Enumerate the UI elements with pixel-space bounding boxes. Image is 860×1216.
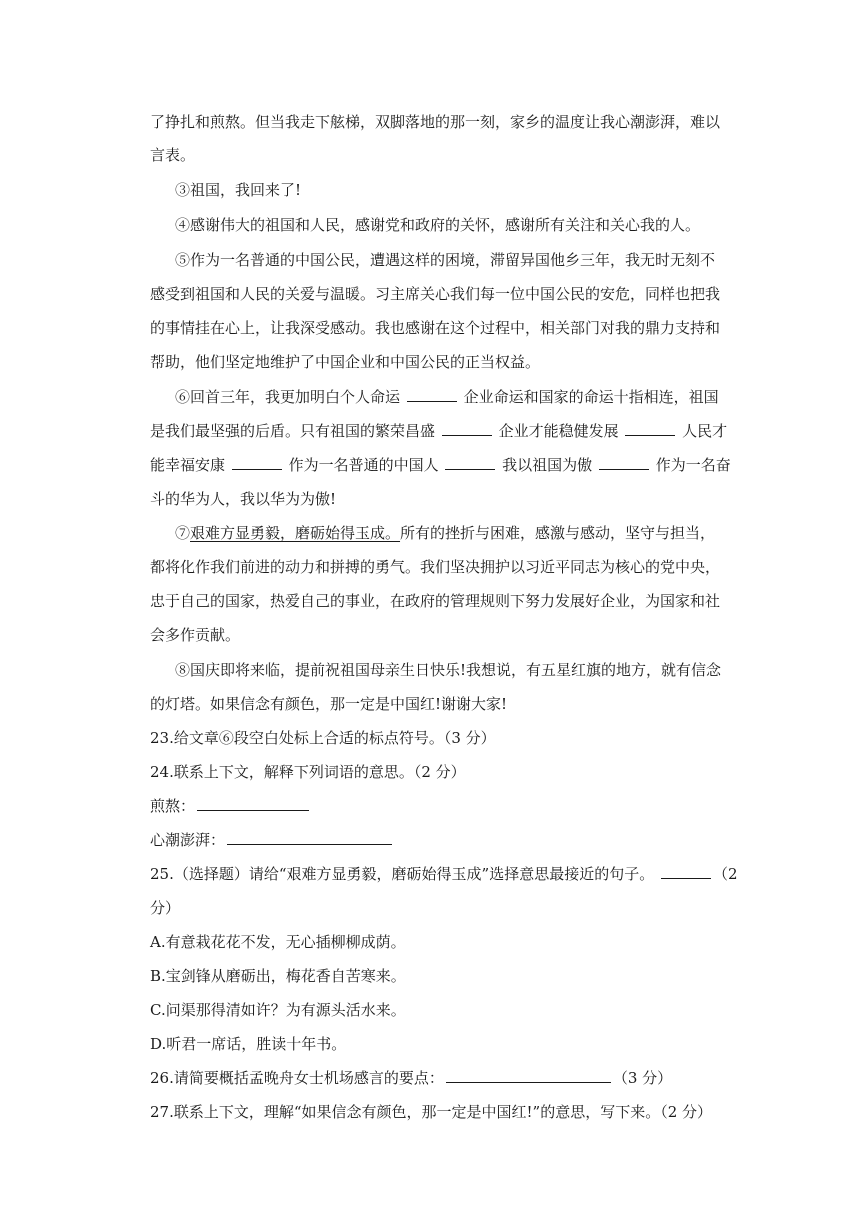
answer-blank-xinchao[interactable] xyxy=(227,830,392,845)
p7-line-2: 都将化作我们前进的动力和拼搏的勇气。我们坚决拥护以习近平同志为核心的党中央， xyxy=(150,558,721,576)
p7-line-3: 忠于自己的国家，热爱自己的事业，在政府的管理规则下努力发展好企业，为国家和社 xyxy=(150,592,721,610)
p6-text: 人民才 xyxy=(682,422,728,440)
paragraph-3: ③祖国，我回来了! xyxy=(175,181,302,199)
punctuation-blank-5[interactable] xyxy=(445,455,495,470)
question-24: 24.联系上下文，解释下列词语的意思。（2 分） xyxy=(150,763,466,781)
term-label: 煎熬： xyxy=(150,797,196,815)
punctuation-blank-3[interactable] xyxy=(625,421,675,436)
p5-line-2: 感受到祖国和人民的关爱与温暖。习主席关心我们每一位中国公民的安危，同样也把我 xyxy=(150,285,721,303)
p8-line-1: ⑧国庆即将来临，提前祝祖国母亲生日快乐!我想说，有五星红旗的地方，就有信念 xyxy=(175,661,722,679)
p5-line-3: 的事情挂在心上，让我深受感动。我也感谢在这个过程中，相关部门对我的鼎力支持和 xyxy=(150,319,721,337)
p6-text: 作为一名普通的中国人 xyxy=(288,456,439,474)
p6-text: 是我们最坚强的后盾。只有祖国的繁荣昌盛 xyxy=(150,422,436,440)
p6-text: 企业才能稳健发展 xyxy=(498,422,619,440)
question-25-score: （2 xyxy=(712,865,738,883)
option-b: B.宝剑锋从磨砺出，梅花香自苦寒来。 xyxy=(150,967,406,985)
question-25 xyxy=(150,864,738,884)
p6-text: 能幸福安康 xyxy=(150,456,226,474)
underlined-quote: 艰难方显勇毅，磨砺始得玉成。 xyxy=(190,524,401,542)
p6-text: 我以祖国为傲 xyxy=(502,456,593,474)
question-25-text: 25.（选择题）请给“艰难方显勇毅，磨砺始得玉成”选择意思最接近的句子。 xyxy=(150,865,655,883)
option-a: A.有意栽花花不发，无心插柳柳成荫。 xyxy=(150,933,406,951)
p8-line-2: 的灯塔。如果信念有颜色，那一定是中国红!谢谢大家! xyxy=(150,695,508,713)
question-26 xyxy=(150,1068,735,1088)
question-25-score-cont: 分） xyxy=(150,899,181,917)
question-26-text: 26.请简要概括孟晚舟女士机场感言的要点： xyxy=(150,1069,444,1087)
p6-line-3 xyxy=(150,455,735,475)
p6-text: ⑥回首三年，我更加明白个人命运 xyxy=(175,388,401,406)
p5-line-1: ⑤作为一名普通的中国公民，遭遇这样的困境，滞留异国他乡三年，我无时无刻不 xyxy=(175,251,716,269)
term-label: 心潮澎湃： xyxy=(150,831,226,849)
option-d: D.听君一席话，胜读十年书。 xyxy=(150,1035,347,1053)
p5-line-4: 帮助，他们坚定地维护了中国企业和中国公民的正当权益。 xyxy=(150,353,541,371)
answer-blank-26[interactable] xyxy=(446,1068,611,1083)
answer-blank-25[interactable] xyxy=(661,864,711,879)
question-26-score: （3 分） xyxy=(612,1069,673,1087)
p7-number: ⑦ xyxy=(175,524,191,542)
p6-text: 作为一名奋 xyxy=(655,456,731,474)
question-27: 27.联系上下文，理解“如果信念有颜色，那一定是中国红!”的意思，写下来。（2 分） xyxy=(150,1103,713,1121)
p6-text: 企业命运和国家的命运十指相连，祖国 xyxy=(463,388,719,406)
p7-line-1 xyxy=(175,523,760,543)
p6-line-1 xyxy=(175,387,760,407)
question-24-item-2 xyxy=(150,830,735,850)
p7-text: 所有的挫折与困难，感激与感动，坚守与担当， xyxy=(400,524,716,542)
paragraph-4: ④感谢伟大的祖国和人民，感谢党和政府的关怀，感谢所有关注和关心我的人。 xyxy=(175,216,701,234)
p2-line-1: 了挣扎和煎熬。但当我走下舷梯，双脚落地的那一刻，家乡的温度让我心潮澎湃，难以 xyxy=(150,113,721,131)
punctuation-blank-6[interactable] xyxy=(599,455,649,470)
answer-blank-jianao[interactable] xyxy=(197,796,309,811)
punctuation-blank-4[interactable] xyxy=(232,455,282,470)
question-24-item-1 xyxy=(150,796,735,816)
punctuation-blank-1[interactable] xyxy=(407,387,457,402)
p7-line-4: 会多作贡献。 xyxy=(150,626,241,644)
p6-line-2 xyxy=(150,421,735,441)
option-c: C.问渠那得清如许？为有源头活水来。 xyxy=(150,1001,406,1019)
p2-line-2: 言表。 xyxy=(150,146,196,164)
punctuation-blank-2[interactable] xyxy=(442,421,492,436)
p6-line-4: 斗的华为人，我以华为为傲! xyxy=(150,490,337,508)
question-23: 23.给文章⑥段空白处标上合适的标点符号。（3 分） xyxy=(150,729,496,747)
